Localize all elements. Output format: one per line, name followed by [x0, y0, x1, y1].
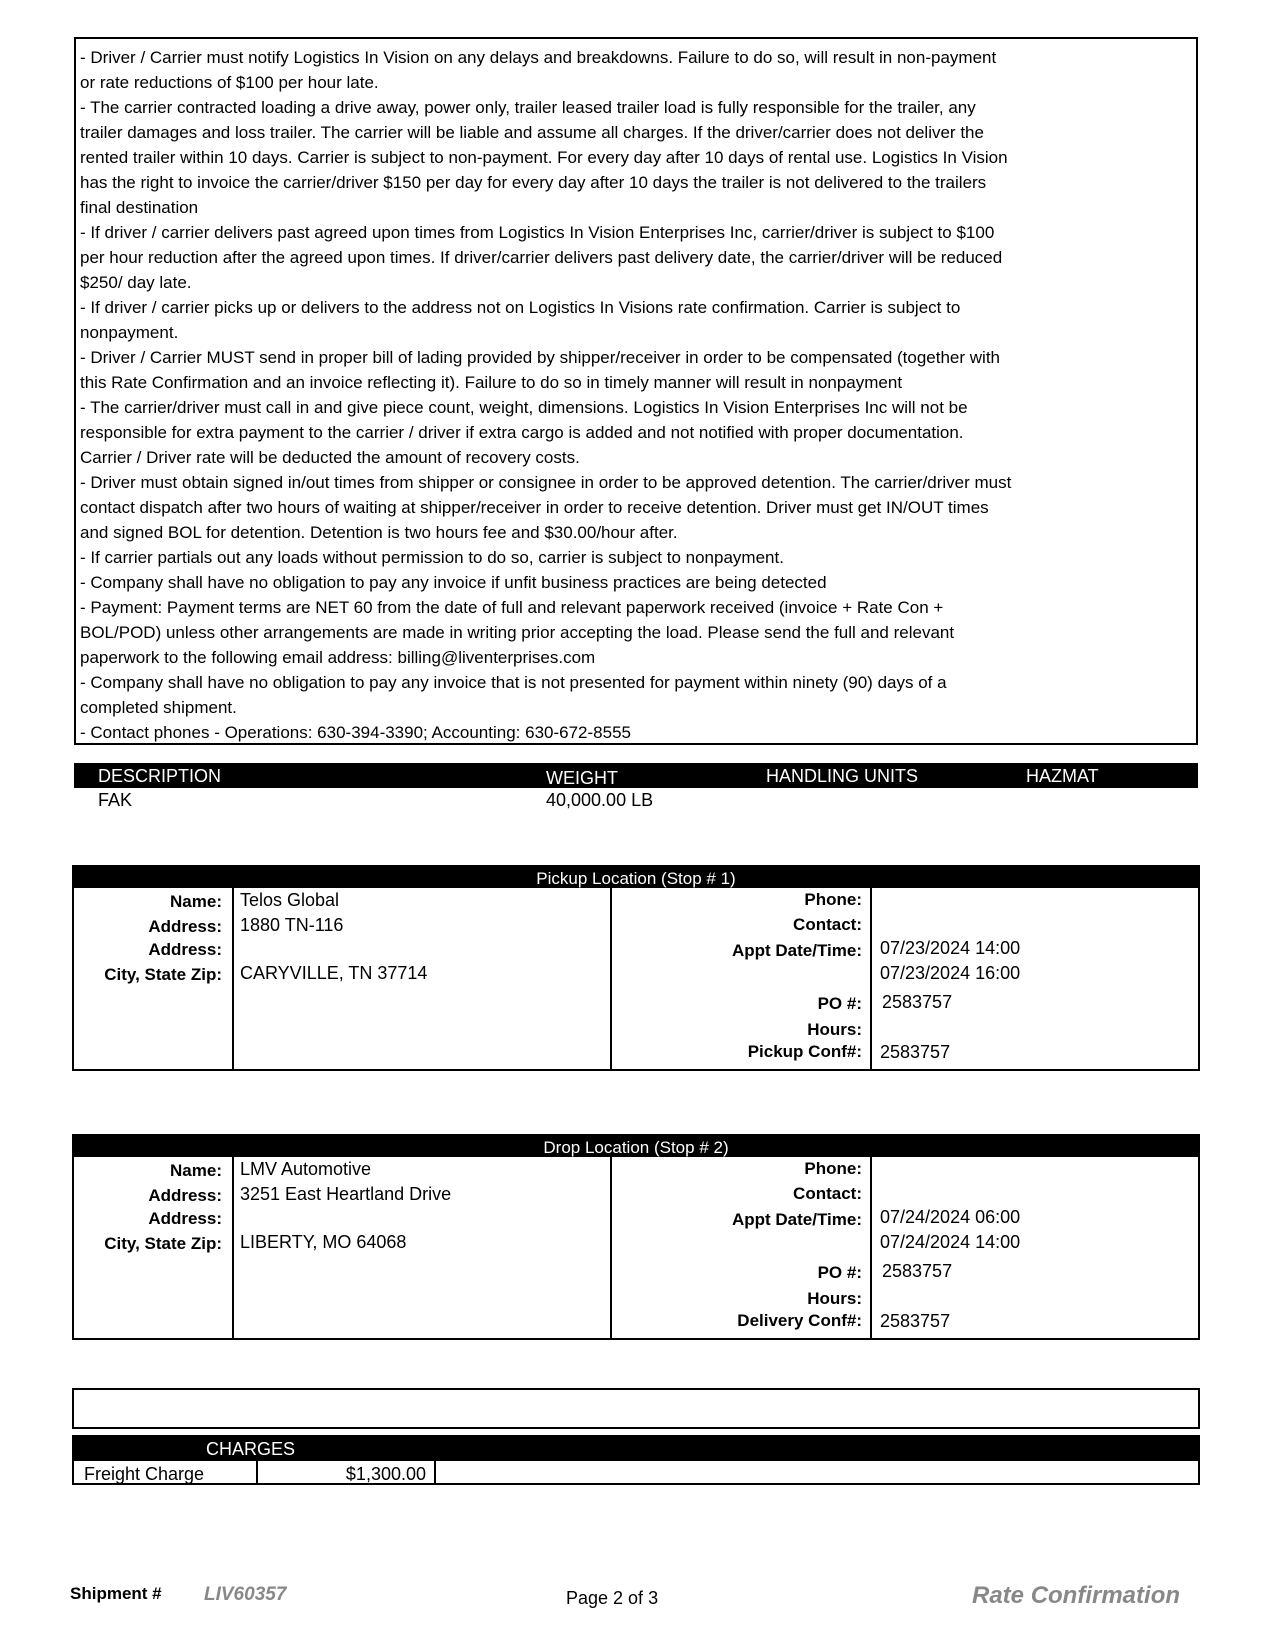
- commodity-header: [74, 763, 1198, 788]
- drop-location-box: [72, 1134, 1200, 1340]
- drop-appt-label: Appt Date/Time:: [731, 1210, 862, 1229]
- drop-conf: 2583757: [880, 1311, 951, 1331]
- pickup-title: Pickup Location (Stop # 1): [74, 867, 1198, 888]
- terms-line: trailer damages and loss trailer. The carrier will be liable and assume all charges. If the driver/carrier does not deliver the: [80, 123, 984, 142]
- terms-line: BOL/POD) unless other arrangements are made in writing prior accepting the load. Please send the full and relevant: [80, 623, 955, 642]
- drop-hours-label: Hours:: [807, 1289, 862, 1308]
- terms-line: - Driver / Carrier MUST send in proper bill of lading provided by shipper/receiver in order to be compensated (together with: [80, 348, 1001, 367]
- pickup-contact-label: Contact:: [793, 915, 862, 934]
- document-title: Rate Confirmation: [972, 1582, 1181, 1609]
- drop-conf-label: Delivery Conf#:: [737, 1311, 862, 1330]
- shipment-label: Shipment #: [70, 1584, 162, 1603]
- terms-line: Carrier / Driver rate will be deducted the amount of recovery costs.: [80, 448, 580, 467]
- terms-line: - Driver must obtain signed in/out times from shipper or consignee in order to be approved detention. The carrier/driver must: [80, 473, 1012, 492]
- terms-line: nonpayment.: [80, 323, 179, 342]
- drop-address-label: Address:: [148, 1186, 222, 1205]
- terms-line: rented trailer within 10 days. Carrier is subject to non-payment. For every day after 10 days of rental use. Logistics In Vision: [80, 148, 1008, 167]
- pickup-location-box: [72, 865, 1200, 1071]
- notes-box: [72, 1388, 1200, 1429]
- pickup-po-label: PO #:: [817, 994, 862, 1013]
- commodity-weight: 40,000.00 LB: [546, 790, 654, 810]
- terms-line: - Company shall have no obligation to pay any invoice if unfit business practices are being detected: [80, 573, 827, 592]
- hazmat-header: HAZMAT: [1026, 766, 1099, 786]
- terms-line: per hour reduction after the agreed upon times. If driver/carrier delivers past delivery date, the carrier/driver will be reduced: [80, 248, 1003, 267]
- pickup-hours-label: Hours:: [807, 1020, 862, 1039]
- terms-line: completed shipment.: [80, 698, 237, 717]
- terms-line: - The carrier contracted loading a drive away, power only, trailer leased trailer load is fully responsible for the trailer, any: [80, 98, 976, 117]
- freight-charge-row: [72, 1461, 1200, 1485]
- terms-line: - Contact phones - Operations: 630-394-3390; Accounting: 630-672-8555: [80, 723, 631, 742]
- freight-charge-label: Freight Charge: [84, 1464, 205, 1484]
- terms-box: [74, 37, 1198, 745]
- pickup-city-state-zip: CARYVILLE, TN 37714: [240, 963, 428, 983]
- drop-appt-start: 07/24/2024 06:00: [880, 1207, 1021, 1227]
- terms-line: - Company shall have no obligation to pay any invoice that is not presented for payment within ninety (90) days of a: [80, 673, 947, 692]
- drop-phone-label: Phone:: [804, 1159, 862, 1178]
- pickup-appt-start: 07/23/2024 14:00: [880, 938, 1021, 958]
- pickup-po: 2583757: [882, 992, 953, 1012]
- drop-name: LMV Automotive: [240, 1159, 372, 1179]
- drop-contact-label: Contact:: [793, 1184, 862, 1203]
- terms-line: - Driver / Carrier must notify Logistics In Vision on any delays and breakdowns. Failure to do so, will result in non-payment: [80, 48, 997, 67]
- pickup-address: 1880 TN-116: [240, 915, 344, 935]
- drop-address: 3251 East Heartland Drive: [240, 1184, 452, 1204]
- terms-line: $250/ day late.: [80, 273, 192, 292]
- terms-line: or rate reductions of $100 per hour late.: [80, 73, 379, 92]
- pickup-city-label: City, State Zip:: [104, 965, 222, 984]
- drop-name-label: Name:: [170, 1161, 222, 1180]
- shipment-number: LIV60357: [204, 1584, 287, 1605]
- pickup-name: Telos Global: [240, 890, 340, 910]
- description-header: DESCRIPTION: [98, 766, 222, 786]
- charges-header-bar: [72, 1435, 1200, 1461]
- drop-city-label: City, State Zip:: [104, 1234, 222, 1253]
- terms-line: - If driver / carrier picks up or delivers to the address not on Logistics In Visions rate confirmation. Carrier is subject to: [80, 298, 961, 317]
- pickup-conf-label: Pickup Conf#:: [747, 1042, 862, 1061]
- pickup-conf: 2583757: [880, 1042, 951, 1062]
- page-number: Page 2 of 3: [566, 1588, 659, 1608]
- terms-line: contact dispatch after two hours of waiting at shipper/receiver in order to receive detention. Driver must get IN/OUT times: [80, 498, 989, 517]
- freight-charge-amount: $1,300.00: [345, 1464, 426, 1484]
- handling-units-header: HANDLING UNITS: [766, 766, 919, 786]
- commodity-description: FAK: [98, 790, 133, 810]
- terms-line: this Rate Confirmation and an invoice reflecting it). Failure to do so in timely manner will result in nonpayment: [80, 373, 903, 392]
- charges-header: CHARGES: [206, 1439, 296, 1459]
- drop-title: Drop Location (Stop # 2): [74, 1136, 1198, 1157]
- terms-line: responsible for extra payment to the carrier / driver if extra cargo is added and not notified with proper documentation.: [80, 423, 964, 442]
- terms-line: final destination: [80, 198, 199, 217]
- terms-line: paperwork to the following email address: billing@liventerprises.com: [80, 648, 596, 667]
- drop-appt-end: 07/24/2024 14:00: [880, 1232, 1021, 1252]
- pickup-address-label: Address:: [148, 917, 222, 936]
- drop-po-label: PO #:: [817, 1263, 862, 1282]
- pickup-name-label: Name:: [170, 892, 222, 911]
- terms-line: - Payment: Payment terms are NET 60 from the date of full and relevant paperwork received (invoice + Rate Con +: [80, 598, 944, 617]
- terms-line: - If carrier partials out any loads without permission to do so, carrier is subject to nonpayment.: [80, 548, 784, 567]
- drop-city-state-zip: LIBERTY, MO 64068: [240, 1232, 407, 1252]
- drop-address2-label: Address:: [148, 1209, 222, 1228]
- pickup-appt-end: 07/23/2024 16:00: [880, 963, 1021, 983]
- drop-po: 2583757: [882, 1261, 953, 1281]
- pickup-appt-label: Appt Date/Time:: [731, 941, 862, 960]
- terms-line: - The carrier/driver must call in and give piece count, weight, dimensions. Logistics In Vision Enterprises Inc will not be: [80, 398, 968, 417]
- terms-line: has the right to invoice the carrier/driver $150 per day for every day after 10 days the trailer is not delivered to the trailers: [80, 173, 987, 192]
- pickup-phone-label: Phone:: [804, 890, 862, 909]
- terms-line: and signed BOL for detention. Detention is two hours fee and $30.00/hour after.: [80, 523, 678, 542]
- pickup-address2-label: Address:: [148, 940, 222, 959]
- weight-header: WEIGHT: [546, 768, 618, 788]
- terms-line: - If driver / carrier delivers past agreed upon times from Logistics In Vision Enterprises Inc, carrier/driver is subject to $100: [80, 223, 995, 242]
